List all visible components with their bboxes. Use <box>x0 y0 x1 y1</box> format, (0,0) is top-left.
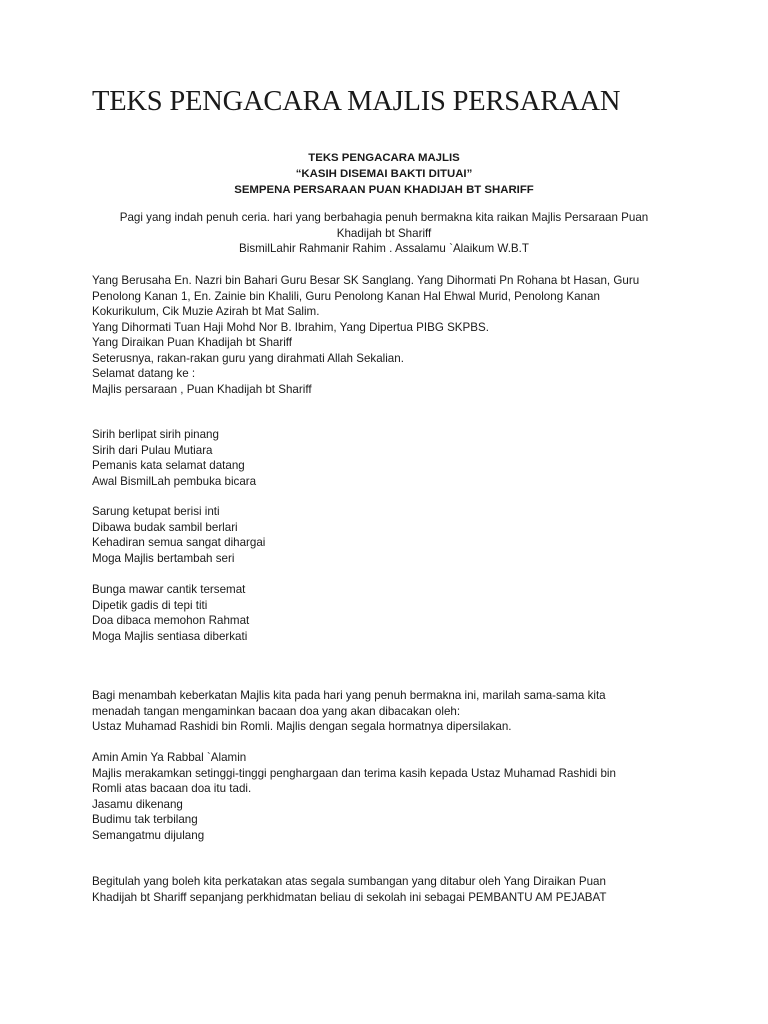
closing-line: Begitulah yang boleh kita perkatakan atas segala sumbangan yang ditabur oleh Yang Diraikan Puan <box>92 875 606 888</box>
pantun-line: Bunga mawar cantik tersemat <box>92 583 246 596</box>
pantun-line: Sirih dari Pulau Mutiara <box>92 443 213 457</box>
opening-line: BismilLahir Rahmanir Rahim . Assalamu `Alaikum W.B.T <box>239 242 529 255</box>
pantun-stanza-3 <box>92 582 672 644</box>
greeting-line: Kokurikulum, Cik Muzie Azirah bt Mat Salim. <box>92 305 320 318</box>
pantun-line: Dibawa budak sambil berlari <box>92 520 238 534</box>
greeting-line: Majlis persaraan , Puan Khadijah bt Shariff <box>92 382 312 396</box>
pantun-line: Sirih berlipat sirih pinang <box>92 428 219 441</box>
pantun-stanza-1 <box>92 427 672 489</box>
pantun-line: Moga Majlis sentiasa diberkati <box>92 629 248 643</box>
heading-line: SEMPENA PERSARAAN PUAN KHADIJAH BT SHARIFF <box>234 184 534 196</box>
amin-line: Jasamu dikenang <box>92 797 183 811</box>
pantun-stanza-2 <box>92 504 672 566</box>
opening-line: Pagi yang indah penuh ceria. hari yang berbahagia penuh bermakna kita raikan Majlis Persaraan Puan <box>119 211 649 224</box>
heading-line: “KASIH DISEMAI BAKTI DITUAI” <box>295 168 473 180</box>
doa-line: Ustaz Muhamad Rashidi bin Romli. Majlis dengan segala hormatnya dipersilakan. <box>92 720 512 733</box>
greeting-line: Penolong Kanan 1, En. Zainie bin Khalili, Guru Penolong Kanan Hal Ehwal Murid, Penolong Kanan <box>92 289 600 303</box>
pantun-line: Moga Majlis bertambah seri <box>92 551 235 565</box>
opening-paragraph <box>92 210 676 257</box>
page-title: TEKS PENGACARA MAJLIS PERSARAAN <box>92 86 621 117</box>
amin-line: Romli atas bacaan doa itu tadi. <box>92 782 252 795</box>
greeting-line: Yang Diraikan Puan Khadijah bt Shariff <box>92 336 293 349</box>
pantun-line: Doa dibaca memohon Rahmat <box>92 614 250 627</box>
doa-line: Bagi menambah keberkatan Majlis kita pada hari yang penuh bermakna ini, marilah sama-sama kita <box>92 689 606 702</box>
closing-line: Khadijah bt Shariff sepanjang perkhidmatan beliau di sekolah ini sebagai PEMBANTU AM PEJABAT <box>92 890 607 904</box>
amin-line: Budimu tak terbilang <box>92 813 198 826</box>
amin-line: Amin Amin Ya Rabbal `Alamin <box>92 751 247 764</box>
pantun-line: Kehadiran semua sangat dihargai <box>92 536 266 549</box>
doa-paragraph <box>92 688 672 735</box>
pantun-line: Awal BismilLah pembuka bicara <box>92 474 257 488</box>
heading-block <box>92 150 676 198</box>
pantun-line: Dipetik gadis di tepi titi <box>92 598 208 612</box>
amin-line: Majlis merakamkan setinggi-tinggi penghargaan dan terima kasih kepada Ustaz Muhamad Rashidi bin <box>92 766 616 780</box>
greeting-line: Seterusnya, rakan-rakan guru yang dirahmati Allah Sekalian. <box>92 351 404 365</box>
pantun-line: Pemanis kata selamat datang <box>92 459 245 472</box>
amin-paragraph <box>92 750 672 843</box>
closing-paragraph <box>92 874 672 905</box>
greeting-line: Yang Dihormati Tuan Haji Mohd Nor B. Ibrahim, Yang Dipertua PIBG SKPBS. <box>92 320 489 334</box>
opening-line: Khadijah bt Shariff <box>336 226 432 240</box>
heading-line: TEKS PENGACARA MAJLIS <box>308 152 460 164</box>
pantun-line: Sarung ketupat berisi inti <box>92 505 220 518</box>
greeting-line: Yang Berusaha En. Nazri bin Bahari Guru Besar SK Sanglang. Yang Dihormati Pn Rohana bt Hasan, Guru <box>92 274 640 287</box>
amin-line: Semangatmu dijulang <box>92 828 205 842</box>
greeting-line: Selamat datang ke : <box>92 367 196 380</box>
greetings-paragraph <box>92 273 672 397</box>
doa-line: menadah tangan mengaminkan bacaan doa yang akan dibacakan oleh: <box>92 704 461 718</box>
